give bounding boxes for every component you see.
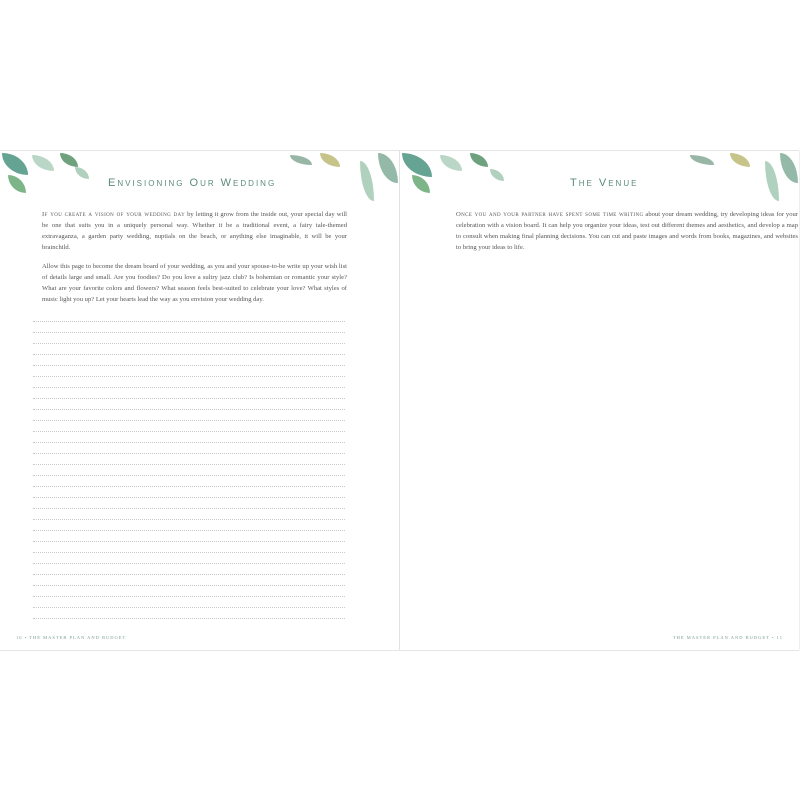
writing-line[interactable] — [33, 586, 345, 597]
writing-line[interactable] — [33, 333, 345, 344]
writing-line[interactable] — [33, 575, 345, 586]
writing-line[interactable] — [33, 399, 345, 410]
writing-line[interactable] — [33, 509, 345, 520]
writing-line[interactable] — [33, 465, 345, 476]
page-footer: THE MASTER PLAN AND BUDGET • 11 — [672, 635, 783, 640]
intro-text: by letting it grow from the inside out, your special day will be one that suits you in a uniquely personal way. Whether it be a traditional event, a fairy tale-themed extravaganza, a garden party wedding, nuptials on the beach, or anything else imaginable, it will be your brainchild. — [42, 211, 347, 251]
writing-line[interactable] — [33, 410, 345, 421]
writing-line[interactable] — [33, 542, 345, 553]
writing-line[interactable] — [33, 311, 345, 322]
writing-line[interactable] — [33, 366, 345, 377]
writing-line[interactable] — [33, 388, 345, 399]
right-page — [400, 151, 800, 650]
writing-line[interactable] — [33, 553, 345, 564]
writing-line[interactable] — [33, 454, 345, 465]
page-title: Envisioning Our Wedding — [108, 177, 277, 189]
writing-line[interactable] — [33, 608, 345, 619]
lead-in: If you create a vision of your wedding day — [42, 211, 186, 218]
writing-line[interactable] — [33, 322, 345, 333]
writing-line[interactable] — [33, 432, 345, 443]
writing-lines[interactable] — [33, 311, 345, 619]
page-title: The Venue — [570, 177, 639, 189]
book-spread — [0, 150, 799, 651]
page-footer: 10 • THE MASTER PLAN AND BUDGET — [16, 635, 127, 640]
intro-text: about your dream wedding, try developing ideas for your celebration with a vision board. It can help you organize your ideas, test out different themes and aesthetics, and develop a map to consult when making final planning decisions. You can cut and paste images and words from books, magazines, and websites to bring your ideas to life. — [456, 211, 798, 251]
writing-line[interactable] — [33, 421, 345, 432]
body-text — [42, 209, 347, 313]
lead-in: Once you and your partner have spent some time writing — [456, 211, 644, 218]
writing-line[interactable] — [33, 355, 345, 366]
paragraph: Allow this page to become the dream board of your wedding, as you and your spouse-to-be write up your wish list of details large and small. Are you foodies? Do you love a sultry jazz club? Is bohemian or romantic your style? What are your favorite colors and flowers? What season feels best-suited to celebrate your love? What styles of music light you up? Let your hearts lead the way as you envision your wedding day. — [42, 263, 347, 303]
writing-line[interactable] — [33, 498, 345, 509]
left-page — [0, 151, 400, 650]
writing-line[interactable] — [33, 597, 345, 608]
writing-line[interactable] — [33, 520, 345, 531]
writing-line[interactable] — [33, 564, 345, 575]
writing-line[interactable] — [33, 377, 345, 388]
body-text — [456, 209, 798, 261]
writing-line[interactable] — [33, 344, 345, 355]
writing-line[interactable] — [33, 487, 345, 498]
writing-line[interactable] — [33, 476, 345, 487]
writing-line[interactable] — [33, 531, 345, 542]
writing-line[interactable] — [33, 443, 345, 454]
